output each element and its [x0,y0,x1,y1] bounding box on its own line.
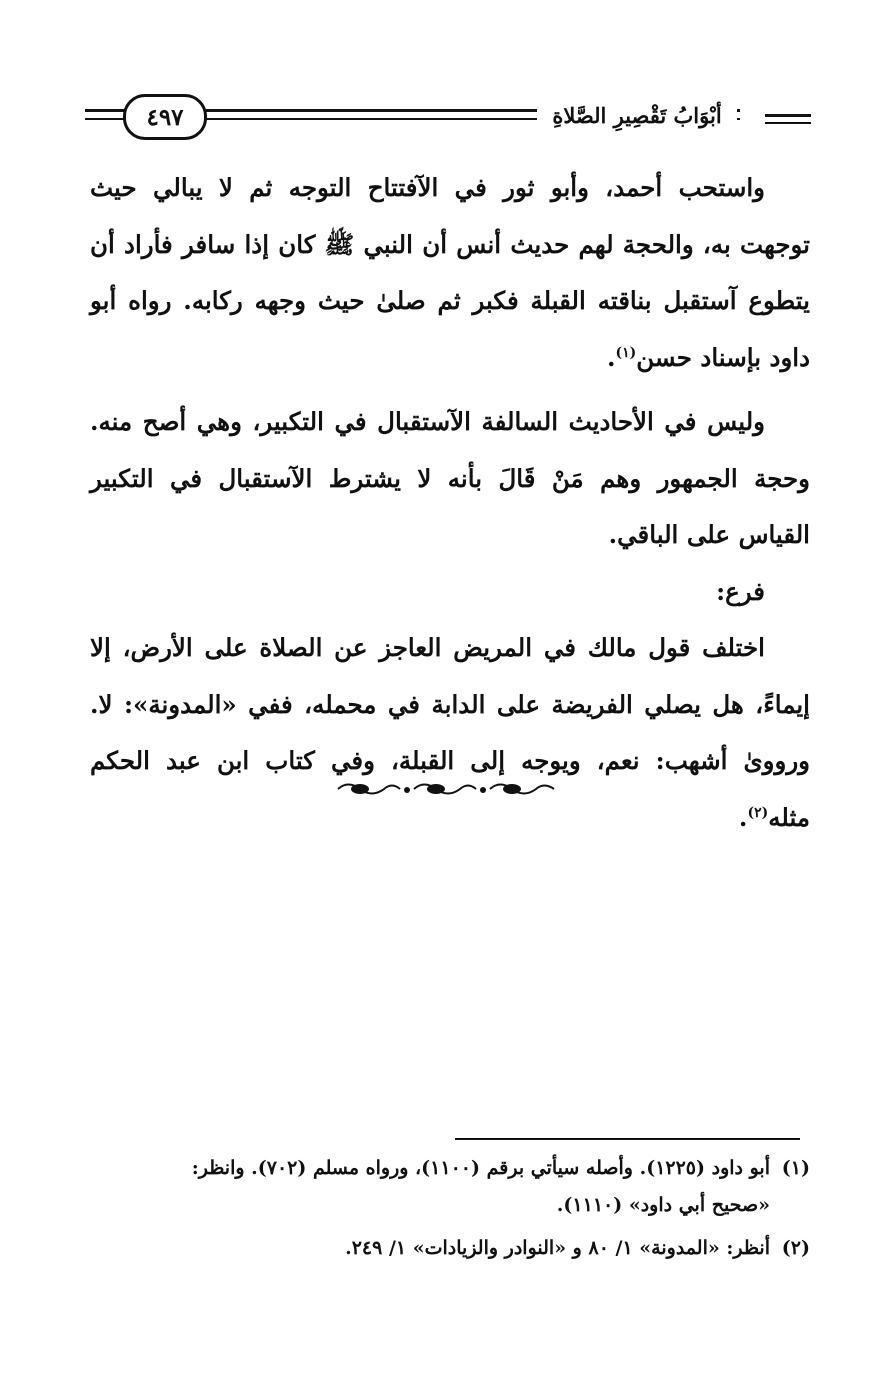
paragraph-3 [90,620,810,846]
footnote-1-continuation: «صحيح أبي داود» (١١١٠). [556,1194,770,1216]
footnote-1 [85,1150,810,1187]
header-rule-right-bottom [765,122,811,124]
footnote-2 [85,1230,810,1267]
header-rule-right-top [765,114,811,117]
footnote-2-text: أنظر: «المدونة» ١/ ٨٠ و «النوادر والزيادات» ١/ ٢٤٩. [345,1237,770,1259]
chapter-title: أبْوَابُ تَقْصِيرِ الصَّلاةِ [537,96,737,136]
footnote-1-text: أبو داود (١٢٢٥). وأصله سيأتي برقم (١١٠٠)، ورواه مسلم (٧٠٢). وانظر: [191,1157,770,1179]
page-number: ٤٩٧ [123,94,207,140]
main-text [90,160,810,846]
footnote-1-number: (١) [781,1157,810,1179]
paragraph-1 [90,160,810,386]
paragraph-3-end: . [738,802,748,832]
page-header [85,90,811,150]
section-end-ornament [330,776,565,802]
footnotes [85,1150,810,1267]
paragraph-1-text: واستحب أحمد، وأبو ثور في الآفتتاح التوجه ثم لا يبالي حيث توجهت به، والحجة لهم حديث أنس أن النبي ﷺ كان إذا سافر فأراد أن يتطوع آستقبل بناقته القبلة فكبر ثم صلىٰ حيث وجهه ركابه. رواه أبو داود بإسناد حسن [90,173,810,372]
paragraph-2: وليس في الأحاديث السالفة الآستقبال في التكبير، وهي أصح منه. وحجة الجمهور وهم مَنْ قَالَ بأنه لا يشترط الآستقبال في التكبير القياس على الباقي. [90,407,810,549]
footnote-ref-2: (٢) [747,804,769,821]
footnote-2-number: (٢) [781,1237,810,1259]
footnote-ref-1: (١) [615,344,637,361]
paragraph-3-text: اختلف قول مالك في المريض العاجز عن الصلاة على الأرض، إلا إيماءً، هل يصلي الفريضة على الدابة في محمله، ففي «المدونة»: لا. ورووىٰ أشهب: نعم، ويوجه إلى القبلة، وفي كتاب ابن عبد الحكم مثله [90,633,810,832]
paragraph-1-end: . [606,342,616,372]
section-heading: فرع: [716,576,765,606]
footnote-separator [455,1138,800,1140]
